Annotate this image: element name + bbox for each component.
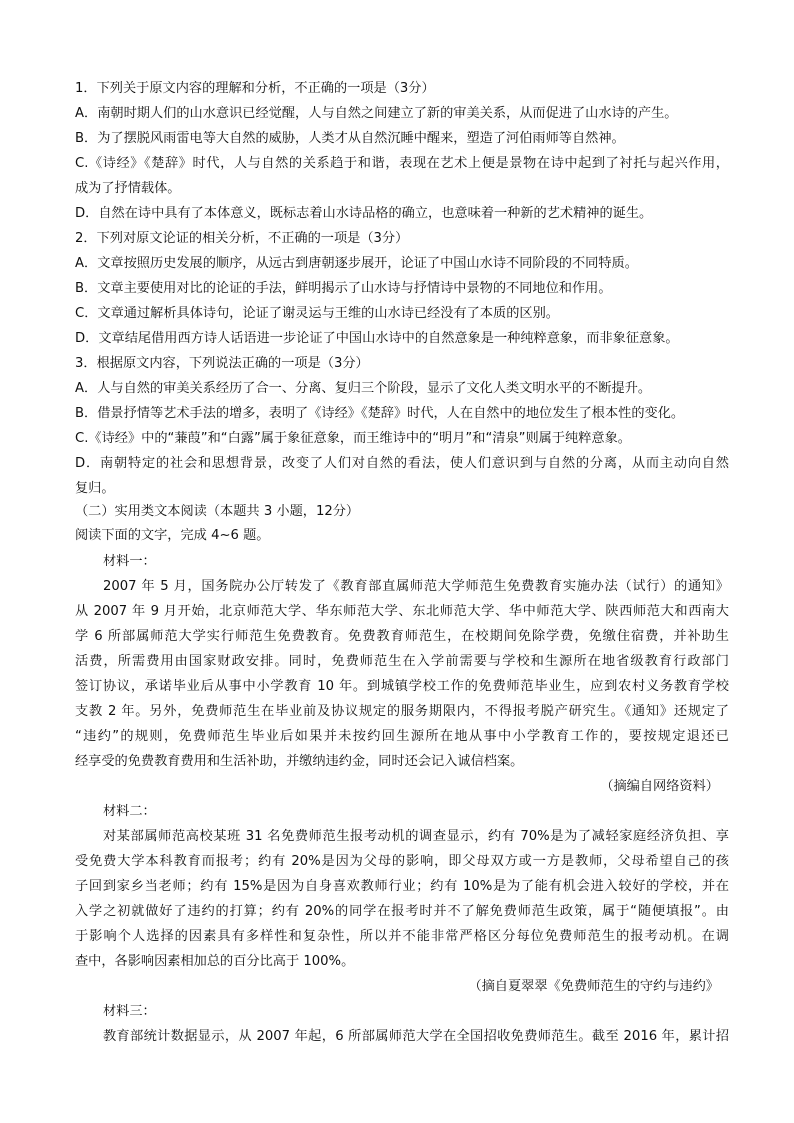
material-1-paragraph-line: 从 2007 年 9 月开始，北京师范大学、华东师范大学、东北师范大学、华中师范大学、陕西师范大和西南大 xyxy=(75,604,729,619)
material-3-paragraph-line: 教育部统计数据显示，从 2007 年起，6 所部属师范大学在全国招收免费师范生。截至 2016 年，累计招 xyxy=(103,1029,729,1044)
question-1-option-a: A．南朝时期人们的山水意识已经觉醒，人与自然之间建立了新的审美关系，从而促进了山水诗的产生。 xyxy=(75,106,678,121)
material-1-paragraph-line: 支教 2 年。另外，免费师范生在毕业前及协议规定的服务期限内，不得报考脱产研究生。《通知》还规定了 xyxy=(75,704,729,719)
question-2-option-a: A．文章按照历史发展的顺序，从远古到唐朝逐步展开，论证了中国山水诗不同阶段的不同特质。 xyxy=(75,256,638,271)
question-3-option-b: B．借景抒情等艺术手法的增多，表明了《诗经》《楚辞》时代，人在自然中的地位发生了根本性的变化。 xyxy=(75,406,685,421)
section-heading: （二）实用类文本阅读（本题共 3 小题，12分） xyxy=(75,504,360,519)
material-2-paragraph-line: 子回到家乡当老师；约有 15%是因为自身喜欢教师行业；约有 10%是为了能有机会进入较好的学校，并在 xyxy=(75,879,729,894)
material-1-paragraph-line: 2007 年 5 月，国务院办公厅转发了《教育部直属师范大学师范生免费教育实施办法（试行）的通知》 xyxy=(103,579,729,594)
question-3-option-d: D．南朝特定的社会和思想背景，改变了人们对自然的看法，使人们意识到与自然的分离，从而主动向自然 xyxy=(75,456,729,471)
material-2-paragraph-line: 于影响个人选择的因素具有多样性和复杂性，所以并不能非常严格区分每位免费师范生的报考动机。在调 xyxy=(75,929,729,944)
material-2-paragraph-line: 对某部属师范高校某班 31 名免费师范生报考动机的调查显示，约有 70%是为了减轻家庭经济负担、享 xyxy=(103,829,729,844)
question-1-option-b: B．为了摆脱风雨雷电等大自然的威胁，人类才从自然沉睡中醒来，塑造了河伯雨师等自然神。 xyxy=(75,131,625,146)
material-2-label: 材料二： xyxy=(103,804,156,819)
material-2-source: （摘自夏翠翠《免费师范生的守约与违约》 xyxy=(468,979,719,994)
material-3-label: 材料三： xyxy=(103,1004,156,1019)
material-1-label: 材料一： xyxy=(103,554,156,569)
question-2-option-d: D．文章结尾借用西方诗人话语进一步论证了中国山水诗中的自然意象是一种纯粹意象，而非象征意象。 xyxy=(75,331,679,346)
question-1-stem: 1．下列关于原文内容的理解和分析，不正确的一项是（3分） xyxy=(75,81,435,96)
question-1-option-c-cont: 成为了抒情载体。 xyxy=(75,181,181,196)
question-1-option-c: C.《诗经》《楚辞》时代，人与自然的关系趋于和谐，表现在艺术上便是景物在诗中起到了衬托与起兴作用， xyxy=(75,156,729,171)
question-3-option-a: A．人与自然的审美关系经历了合一、分离、复归三个阶段，显示了文化人类文明水平的不断提升。 xyxy=(75,381,652,396)
question-1-option-d: D．自然在诗中具有了本体意义，既标志着山水诗品格的确立，也意味着一种新的艺术精神的诞生。 xyxy=(75,206,653,221)
question-2-option-c: C．文章通过解析具体诗句，论证了谢灵运与王维的山水诗已经没有了本质的区别。 xyxy=(75,306,559,321)
material-1-source: （摘编自网络资料） xyxy=(600,779,719,794)
material-1-paragraph-line: 签订协议，承诺毕业后从事中小学教育 10 年。到城镇学校工作的免费师范毕业生，应到农村义务教育学校 xyxy=(75,679,729,694)
question-2-option-b: B．文章主要使用对比的论证的手法，鲜明揭示了山水诗与抒情诗中景物的不同地位和作用。 xyxy=(75,281,612,296)
question-2-stem: 2．下列对原文论证的相关分析，不正确的一项是（3分） xyxy=(75,231,409,246)
material-1-paragraph-line: “违约”的规则，免费师范生毕业后如果并未按约回生源所在地从事中小学教育工作的，要按规定退还已 xyxy=(75,729,729,744)
material-1-paragraph-line: 经享受的免费教育费用和生活补助，并缴纳违约金，同时还会记入诚信档案。 xyxy=(75,754,524,769)
reading-instruction: 阅读下面的文字，完成 4~6 题。 xyxy=(75,528,270,543)
material-1-paragraph-line: 学 6 所部属师范大学实行师范生免费教育。免费教育师范生，在校期间免除学费，免缴住宿费，并补助生 xyxy=(75,629,729,644)
material-2-paragraph-line: 入学之初就做好了违约的打算；约有 20%的同学在报考时并不了解免费师范生政策，属于“随便填报”。由 xyxy=(75,904,729,919)
material-2-paragraph-line: 查中，各影响因素相加总的百分比高于 100%。 xyxy=(75,954,355,969)
material-1-paragraph-line: 活费，所需费用由国家财政安排。同时，免费师范生在入学前需要与学校和生源所在地省级教育行政部门 xyxy=(75,654,729,669)
question-3-stem: 3．根据原文内容，下列说法正确的一项是（3分） xyxy=(75,356,369,371)
question-3-option-c: C.《诗经》中的“蒹葭”和“白露”属于象征意象，而王维诗中的“明月”和“清泉”则属于纯粹意象。 xyxy=(75,431,631,446)
question-3-option-d-cont: 复归。 xyxy=(75,481,115,496)
material-2-paragraph-line: 受免费大学本科教育而报考；约有 20%是因为父母的影响，即父母双方或一方是教师，父母希望自己的孩 xyxy=(75,854,729,869)
